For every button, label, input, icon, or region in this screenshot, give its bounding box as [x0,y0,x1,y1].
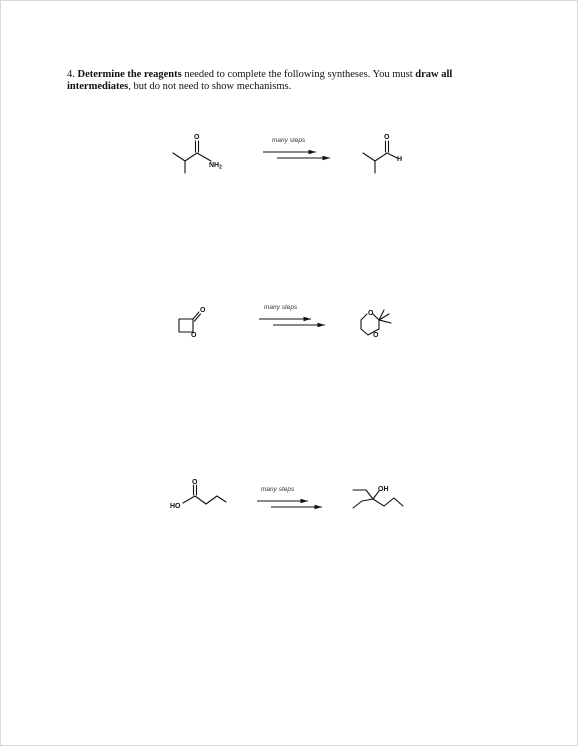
question-text-mid: needed to complete the following syntheses. You must [181,69,416,80]
question-number: 4. [67,69,75,80]
reaction-3 [170,479,403,510]
product-2-ring-oxygen-bottom: O [373,332,379,339]
reaction-3-product-tertiary-alcohol [353,486,403,508]
reaction-1-reagent-label: many steps [272,137,306,144]
reaction-2-reagent-label: many steps [264,304,298,311]
start-2-ring-oxygen: O [191,332,197,339]
reaction-1 [173,134,402,173]
reaction-2-start-beta-lactone [179,307,206,339]
reaction-2-arrows [259,304,325,325]
start-3-hydroxyl: HO [170,503,181,510]
start-1-amine: $NH_2$ [209,162,222,171]
product-3-hydroxyl: OH [378,486,389,493]
question-bold-lead: Determine the reagents [77,69,182,80]
reaction-2-product-dioxane [361,310,391,339]
product-1-aldehyde-hydrogen: H [397,156,403,163]
question-bold-draw: draw all intermediates [67,69,453,92]
start-3-carbonyl-oxygen: O [192,479,198,486]
reaction-3-reagent-label: many steps [261,486,295,493]
reaction-2 [179,304,391,339]
question-text-end: , but do not need to show mechanisms. [128,81,292,92]
reaction-3-start-butanoic-acid [170,479,226,510]
product-2-ring-oxygen-top: O [368,310,374,317]
reaction-1-arrows [263,137,330,158]
product-1-carbonyl-oxygen: O [384,134,390,141]
reaction-3-arrows [257,486,322,507]
start-1-carbonyl-oxygen: O [194,134,200,141]
reaction-1-start-isobutyramide [173,134,222,173]
synthesis-schemes [1,1,578,747]
reaction-1-product-isobutyraldehyde [363,134,402,173]
start-2-carbonyl-oxygen: O [200,307,206,314]
